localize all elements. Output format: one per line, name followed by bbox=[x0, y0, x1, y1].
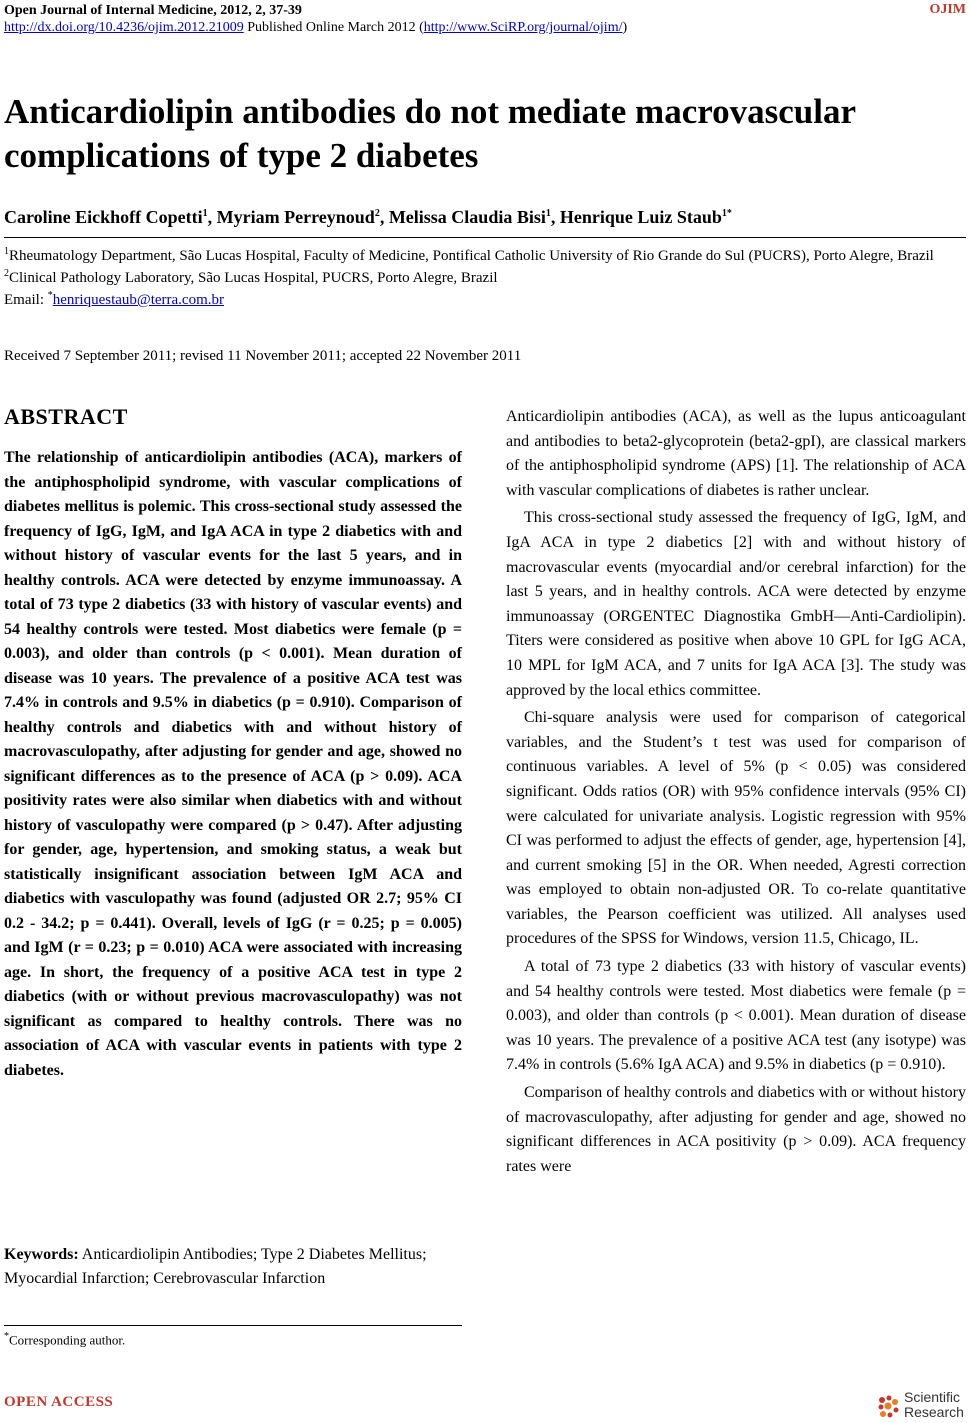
footnote-text: Corresponding author. bbox=[9, 1332, 126, 1348]
author-affiliation-mark: 1 bbox=[202, 208, 208, 219]
author-name: Melissa Claudia Bisi bbox=[388, 207, 546, 227]
author-affiliation-mark: 1* bbox=[721, 208, 732, 219]
published-text: Published Online March 2012 ( bbox=[243, 20, 424, 35]
footnote bbox=[4, 1331, 125, 1348]
footnote-divider bbox=[4, 1325, 462, 1326]
page-header bbox=[4, 2, 966, 36]
abstract-heading: ABSTRACT bbox=[4, 404, 128, 429]
body-paragraph: A total of 73 type 2 diabetics (33 with history of vascular events) and 54 healthy controls were tested. Most diabetics were female (p = 0.003), and older than controls (p < 0.001). Mean duration of disease was 10 years. The prevalence of a positive ACA test (any isotype) was 7.4% in controls (5.6% IgA ACA) and 9.5% in diabetics (p = 0.910). bbox=[506, 958, 966, 1074]
abstract-text: The relationship of anticardiolipin antibodies (ACA), markers of the antiphospholipid syndrome, with vascular complications of diabetes mellitus is polemic. This cross-sectional study assessed the frequency of IgG, IgM, and IgA ACA in type 2 diabetics with and without history of vascular events for the last 5 years, and in healthy controls. ACA were detected by enzyme immunoassay. A total of 73 type 2 diabetics (33 with history of vascular events) and 54 healthy controls were tested. Most diabetics were female (p = 0.003), and older than controls (p < 0.001). Mean duration of disease was 10 years. The prevalence of a positive ACA test was 7.4% in controls and 9.5% in diabetics (p = 0.910). Comparison of healthy controls and diabetics with and without history of macrovasculopathy, after adjusting for gender and age, showed no significant differences as to the presence of ACA (p > 0.09). ACA positivity rates were also similar when diabetics with and without history of vasculopathy were compared (p > 0.47). After adjusting for gender, age, hypertension, and smoking status, a weak but statistically insignificant association between IgM ACA and diabetics with vasculopathy was found (adjusted OR 2.7; 95% CI 0.2 - 34.2; p = 0.441). Overall, levels of IgG (r = 0.25; p = 0.005) and IgM (r = 0.23; p = 0.010) ACA were associated with increasing age. In short, the frequency of a positive ACA test in type 2 diabetics (with or without previous macrovasculopathy) was not significant as compared to healthy controls. There was no association of ACA with vascular events in patients with type 2 diabetes. bbox=[4, 449, 462, 1079]
email-mark: * bbox=[47, 290, 53, 301]
affiliation-1 bbox=[4, 243, 966, 265]
body-text-column bbox=[506, 405, 966, 1182]
affiliation-2 bbox=[4, 265, 966, 287]
body-paragraph: Comparison of healthy controls and diabetics with or without history of macrovasculopathy, after adjusting for gender and age, showed no significant differences in ACA positivity (p > 0.09). ACA frequency rates were bbox=[506, 1084, 966, 1175]
email-label: Email: bbox=[4, 292, 48, 308]
close-paren: ) bbox=[622, 20, 628, 35]
logo-text bbox=[904, 1390, 964, 1420]
affiliations bbox=[4, 243, 966, 309]
journal-url-link[interactable]: http://www.SciRP.org/journal/ojim/ bbox=[423, 20, 623, 35]
journal-abbreviation: OJIM bbox=[929, 2, 966, 17]
keywords-label: Keywords: bbox=[4, 1246, 79, 1263]
received-dates: Received 7 September 2011; revised 11 November 2011; accepted 22 November 2011 bbox=[4, 348, 522, 364]
logo-line: Research bbox=[904, 1404, 964, 1420]
footnote-mark: * bbox=[4, 1331, 9, 1342]
author-name: Caroline Eickhoff Copetti bbox=[4, 207, 203, 227]
author-affiliation-mark: 2 bbox=[374, 208, 380, 219]
body-paragraph: Anticardiolipin antibodies (ACA), as well as the lupus anticoagulant and antibodies to beta2-glycoprotein (beta2-gpI), are classical markers of the antiphospholipid syndrome (APS) [1]. The relationship of ACA with vascular complications of diabetes is rather unclear. bbox=[506, 408, 966, 499]
author-list: Caroline Eickhoff Copetti$^1$, Myriam Perreynoud$^2$, Melissa Claudia Bisi$^1$, Henrique Luiz Staub$^{1*}$ bbox=[4, 207, 732, 227]
email-link[interactable]: henriquestaub@terra.com.br bbox=[52, 292, 224, 308]
author-name: Myriam Perreynoud bbox=[216, 207, 375, 227]
affiliation-mark: 2 bbox=[4, 268, 9, 279]
keywords bbox=[4, 1243, 462, 1291]
affiliation-text: Clinical Pathology Laboratory, São Lucas Hospital, PUCRS, Porto Alegre, Brazil bbox=[9, 270, 498, 286]
doi-line bbox=[4, 19, 966, 36]
author-affiliation-mark: 1 bbox=[545, 208, 551, 219]
open-access-label: OPEN ACCESS bbox=[4, 1394, 114, 1410]
body-paragraph: Chi-square analysis were used for comparison of categorical variables, and the Student’s t test was used for comparison of continuous variables. A level of 5% (p < 0.05) was considered significant. Odds ratios (OR) with 95% confidence intervals (95% CI) were calculated for univariate analysis. Logistic regression with 95% CI was performed to adjust the effects of gender, age, hypertension [4], and current smoking [5] in the OR. When needed, Agresti correction was employed to obtain non-adjusted OR. To co-relate quantitative variables, the Pearson coefficient was utilized. All analyses used procedures of the SPSS for Windows, version 11.5, Chicago, IL. bbox=[506, 709, 966, 948]
publisher-logo-icon bbox=[876, 1394, 902, 1420]
header-divider bbox=[4, 237, 966, 238]
affiliation-mark: 1 bbox=[4, 246, 9, 257]
logo-line: Scientific bbox=[904, 1389, 961, 1405]
author-name: Henrique Luiz Staub bbox=[559, 207, 722, 227]
doi-link[interactable]: http://dx.doi.org/10.4236/ojim.2012.21009 bbox=[4, 20, 244, 35]
paper-title: Anticardiolipin antibodies do not mediate macrovascular complications of type 2 diabetes bbox=[4, 92, 856, 175]
body-paragraph: This cross-sectional study assessed the frequency of IgG, IgM, and IgA ACA in type 2 diabetics [2] with and without history of macrovascular events (myocardial and/or cerebral infarction) for the last 5 years, and in healthy controls. ACA were detected by enzyme immunoassay (ORGENTEC Diagnostika GmbH—Anti-Cardiolipin). Titers were considered as positive when above 10 GPL for IgG ACA, 10 MPL for IgM ACA, and 7 units for IgA ACA [3]. The study was approved by the local ethics committee. bbox=[506, 509, 966, 699]
scientific-research-logo bbox=[876, 1390, 968, 1422]
journal-citation: Open Journal of Internal Medicine, 2012, 2, 37-39 bbox=[4, 3, 302, 18]
affiliation-text: Rheumatology Department, São Lucas Hospital, Faculty of Medicine, Pontifical Catholic University of Rio Grande do Sul (PUCRS), Porto Alegre, Brazil bbox=[9, 248, 934, 264]
keywords-text: Anticardiolipin Antibodies; Type 2 Diabetes Mellitus; Myocardial Infarction; Cerebrovascular Infarction bbox=[4, 1246, 427, 1287]
email-line bbox=[4, 287, 966, 309]
